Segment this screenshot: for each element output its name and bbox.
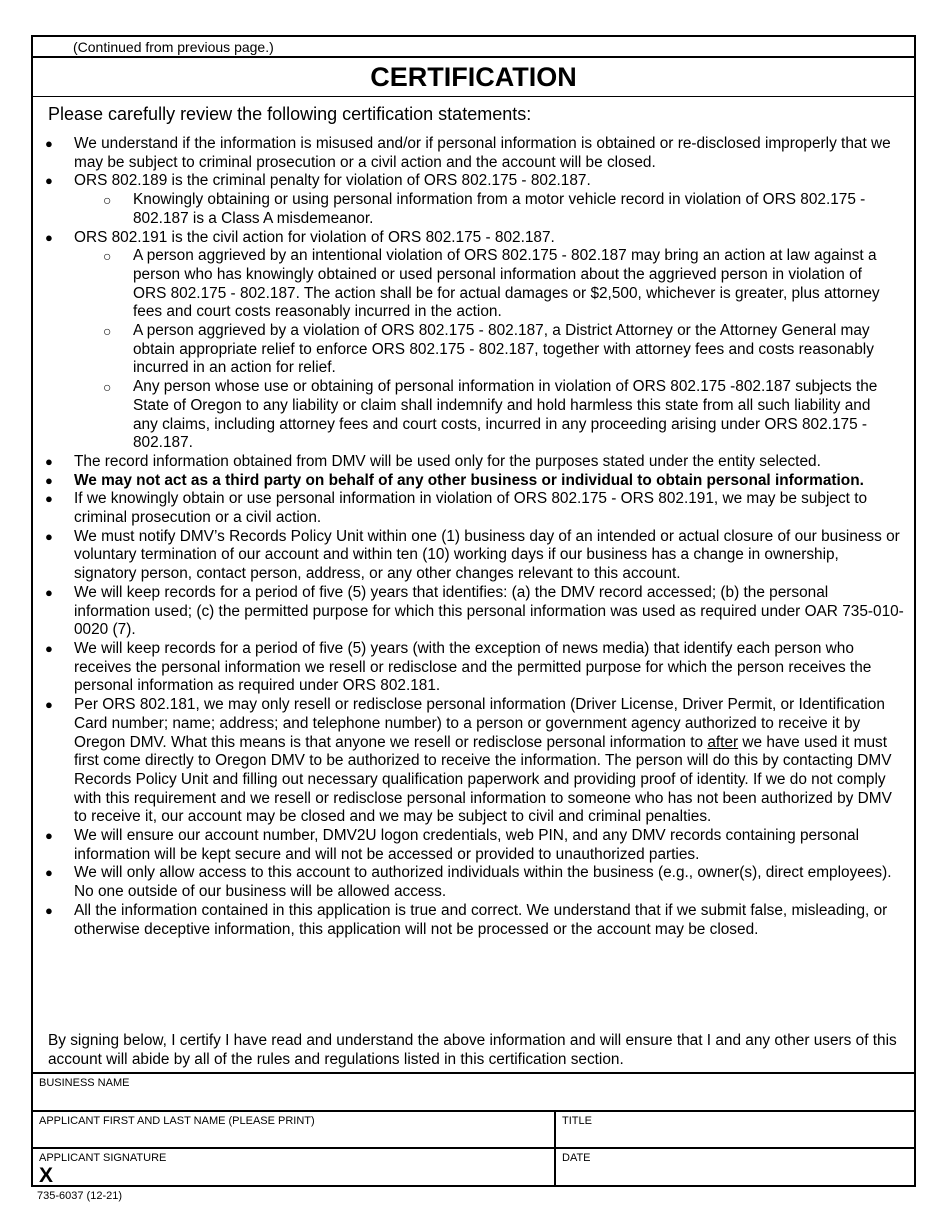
page-title: CERTIFICATION xyxy=(33,58,914,97)
list-item: ● All the information contained in this application is true and correct. We understand that if we submit false, misleading, or otherwise deceptive information, this application will not be processed or the account may be closed. xyxy=(45,901,888,938)
list-item: ● We will only allow access to this account to authorized individuals within the business (e.g., owner(s), direct employees). No one outside of our business will be allowed access. xyxy=(45,864,892,901)
bullet-icon: ● xyxy=(45,472,53,488)
bullet-icon: ● xyxy=(45,453,53,469)
sub-list-item: ○ Any person whose use or obtaining of personal information in violation of ORS 802.175 -802.187 subjects the State of Oregon to any liability or claim shall indemnify and hold harmless this state from all such liability and any claims, including attorney fees and court costs, incurred in any proceeding arising under ORS 802.175 - 802.187. xyxy=(103,378,878,452)
list-item: ● ORS 802.189 is the criminal penalty for violation of ORS 802.175 - 802.187. xyxy=(45,172,591,190)
closing-statement: By signing below, I certify I have read and understand the above information and will ensure that I and any other users of this account will abide by all of the rules and regulations listed in this certification section. xyxy=(48,1032,897,1068)
list-item: ● We will keep records for a period of five (5) years that identifies: (a) the DMV record accessed; (b) the personal information used; (c) the permitted purpose for which this personal information was used as required under OAR 735-010-0020 (7). xyxy=(45,583,904,639)
list-item: ● We will ensure our account number, DMV2U logon credentials, web PIN, and any DMV records containing personal information will be kept secure and will not be accessed or provided to unauthorized parties. xyxy=(45,827,860,863)
bullet-icon: ● xyxy=(45,640,53,656)
list-item: ● We may not act as a third party on behalf of any other business or individual to obtain personal information. xyxy=(45,471,864,489)
signature-table xyxy=(33,1072,914,1185)
bullet-icon: ● xyxy=(45,902,53,918)
date-label: DATE xyxy=(562,1152,591,1164)
date-field[interactable] xyxy=(556,1149,914,1185)
bullet-icon: ● xyxy=(45,173,53,189)
signature-field[interactable] xyxy=(33,1149,556,1185)
bullet-icon: ● xyxy=(45,697,53,713)
circle-bullet-icon: ○ xyxy=(103,323,112,340)
intro-text: Please carefully review the following certification statements: xyxy=(48,104,532,124)
list-item: ● If we knowingly obtain or use personal information in violation of ORS 802.175 - ORS 802.191, we may be subject to criminal prosecution or a civil action. xyxy=(45,490,868,527)
bullet-icon: ● xyxy=(45,136,53,151)
form-number: 735-6037 (12-21) xyxy=(37,1190,123,1202)
certification-form xyxy=(31,35,916,1187)
sub-list-item: ○ A person aggrieved by a violation of ORS 802.175 - 802.187, a District Attorney or the Attorney General may obtain appropriate relief to enforce ORS 802.175 - 802.187, together with attorney fees and costs reasonably incurred in an action for relief. xyxy=(103,322,874,377)
bullet-icon: ● xyxy=(45,584,53,600)
list-item: ● We must notify DMV’s Records Policy Unit within one (1) business day of an intended or actual closure of our business or voluntary termination of our account and within ten (10) working days if our business has a change in ownership, signatory person, contact person, address, or any other changes relevant to this account. xyxy=(45,527,900,583)
underlined-word: after xyxy=(707,733,739,751)
continued-note: (Continued from previous page.) xyxy=(33,37,914,58)
business-name-label: BUSINESS NAME xyxy=(39,1077,130,1089)
circle-bullet-icon: ○ xyxy=(103,248,112,265)
applicant-name-label: APPLICANT FIRST AND LAST NAME (PLEASE PRINT) xyxy=(39,1115,315,1127)
sub-list-item: ○ A person aggrieved by an intentional violation of ORS 802.175 - 802.187 may bring an action at law against a person who has knowingly obtained or used personal information about the aggrieved person in violation of ORS 802.175 - 802.187. The action shall be for actual damages or $2,500, whichever is greater, plus attorney fees and court costs reasonably incurred in the action. xyxy=(103,247,880,321)
bullet-icon: ● xyxy=(45,491,53,507)
signature-x-mark: X xyxy=(39,1164,54,1187)
bullet-icon: ● xyxy=(45,828,53,844)
bullet-icon: ● xyxy=(45,528,53,544)
sub-list-item: ○ Knowingly obtaining or using personal information from a motor vehicle record in violation of ORS 802.175 - 802.187 is a Class A misdemeanor. xyxy=(103,191,866,227)
title-field[interactable] xyxy=(556,1112,914,1149)
list-item: ● We understand if the information is misused and/or if personal information is obtained or re-disclosed improperly that we may be subject to criminal prosecution or a civil action and the account will be closed. xyxy=(45,135,891,171)
applicant-name-field[interactable] xyxy=(33,1112,556,1149)
bullet-icon: ● xyxy=(45,865,53,881)
title-label: TITLE xyxy=(562,1115,592,1127)
list-item: ● Per ORS 802.181, we may only resell or redisclose personal information (Driver License, Driver Permit, or Identification Card number; name; address; and telephone number) to a person or government agency authorized to receive it by Oregon DMV. What this means is that anyone we resell or redisclose personal information to after we have used it must first come directly to Oregon DMV to be authorized to receive the information. The person will do this by contacting DMV Records Policy Unit and filling out necessary qualification paperwork and providing proof of identity. If we do not comply with this requirement and we resell or redisclose personal information to someone who has not been authorized by DMV to receive it, our account may be closed and we may be subject to civil and criminal penalties. xyxy=(45,696,892,826)
certification-list xyxy=(33,135,914,939)
business-name-field[interactable] xyxy=(33,1074,914,1112)
list-item: ● ORS 802.191 is the civil action for violation of ORS 802.175 - 802.187. xyxy=(45,228,555,246)
circle-bullet-icon: ○ xyxy=(103,192,112,209)
list-item: ● We will keep records for a period of five (5) years (with the exception of news media) that identify each person who receives the personal information we resell or redisclose and the permitted purpose for which the person receives the personal information as required under ORS 802.181. xyxy=(45,639,872,695)
circle-bullet-icon: ○ xyxy=(103,379,112,396)
list-item: ● The record information obtained from DMV will be used only for the purposes stated under the entity selected. xyxy=(45,452,821,470)
signature-label: APPLICANT SIGNATURE xyxy=(39,1152,167,1164)
bullet-icon: ● xyxy=(45,229,53,245)
